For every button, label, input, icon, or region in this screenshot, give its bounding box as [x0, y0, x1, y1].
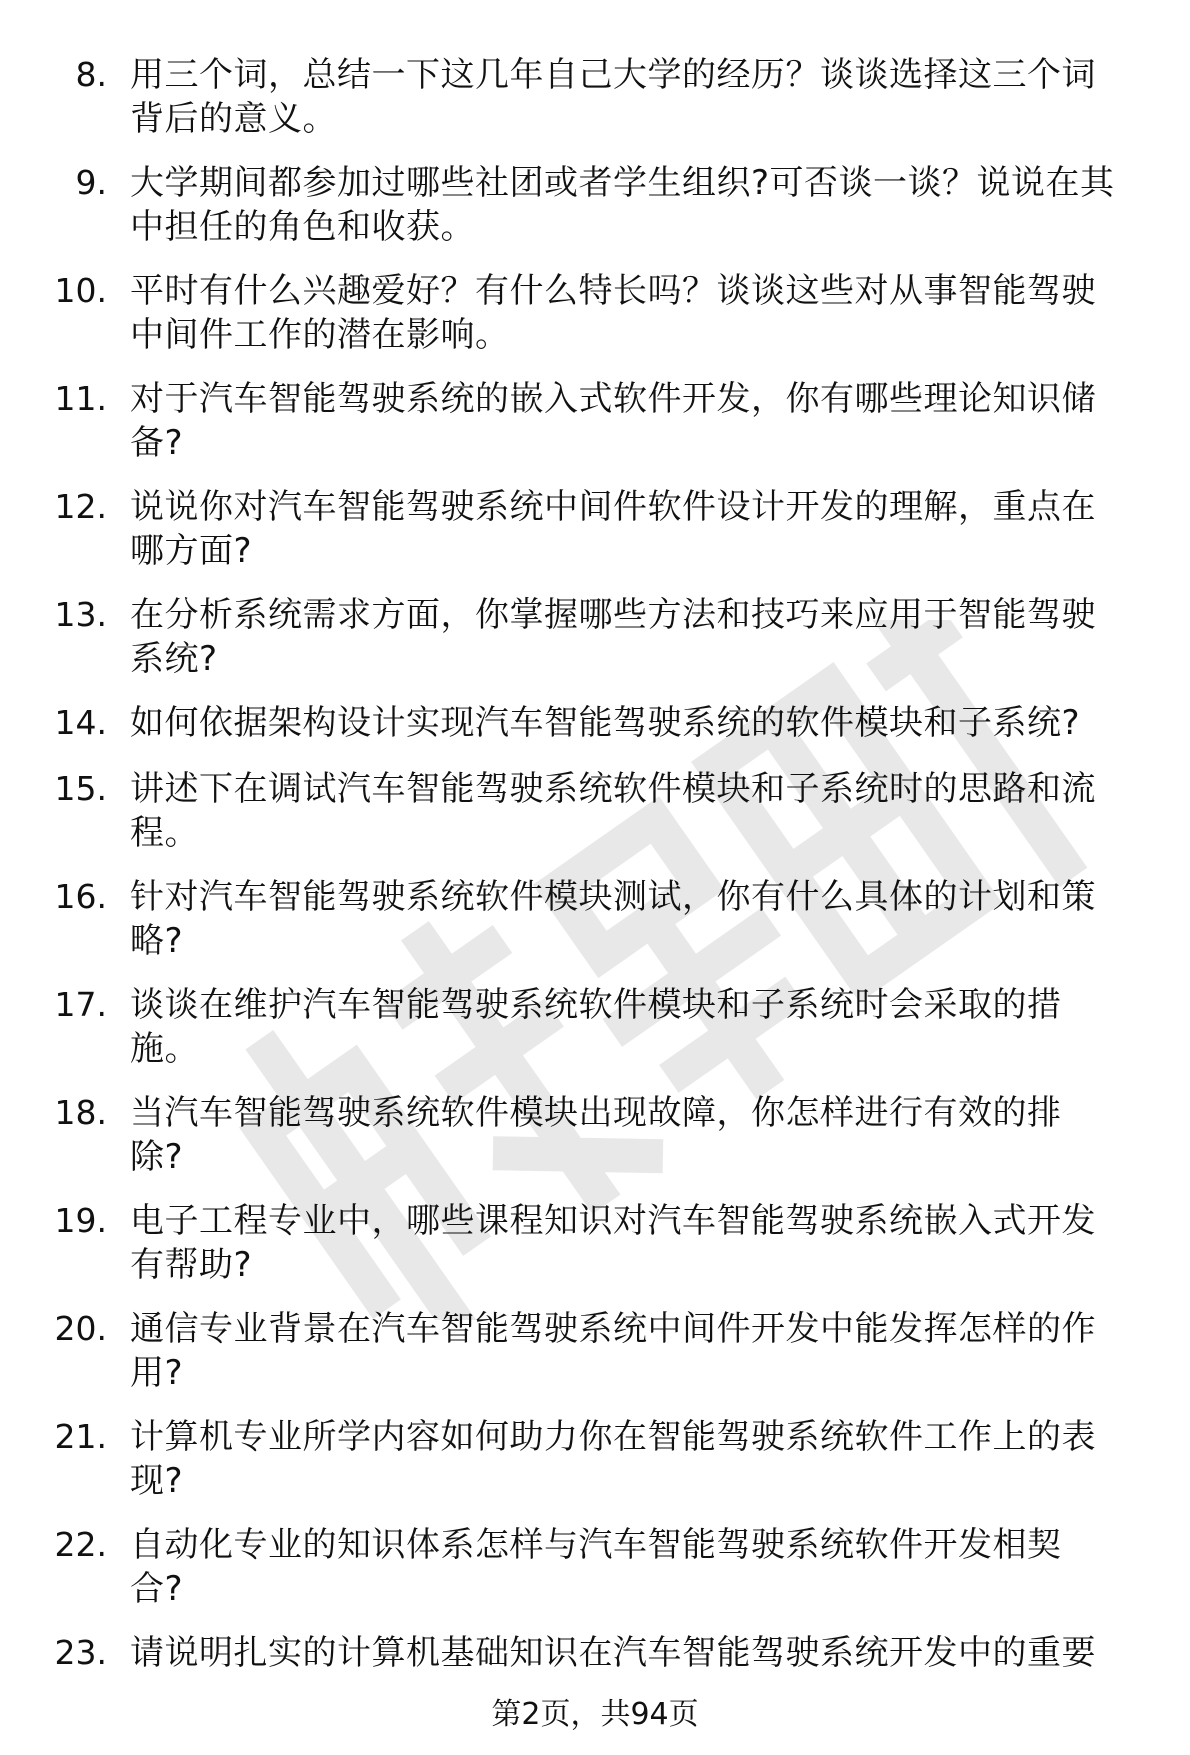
- question-number: 13.: [54, 595, 107, 634]
- question-item: [0, 53, 1190, 161]
- question-item: [0, 269, 1190, 377]
- question-item: [0, 875, 1190, 983]
- question-number: 17.: [54, 985, 107, 1024]
- question-item: [0, 1415, 1190, 1523]
- question-item: [0, 161, 1190, 269]
- question-number: 18.: [54, 1093, 107, 1132]
- question-number: 19.: [54, 1201, 107, 1240]
- question-text: 请说明扎实的计算机基础知识在汽车智能驾驶系统开发中的重要: [130, 1633, 1096, 1673]
- question-item: [0, 485, 1190, 593]
- question-text: 计算机专业所学内容如何助力你在智能驾驶系统软件工作上的表 现?: [130, 1417, 1096, 1501]
- question-item: [0, 1307, 1190, 1415]
- question-item: [0, 1199, 1190, 1307]
- question-number: 8.: [75, 55, 107, 94]
- question-text: 大学期间都参加过哪些社团或者学生组织?可否谈一谈？说说在其 中担任的角色和收获。: [130, 163, 1115, 247]
- question-text: 用三个词，总结一下这几年自己大学的经历？谈谈选择这三个词 背后的意义。: [130, 55, 1096, 139]
- question-number: 22.: [54, 1525, 107, 1564]
- question-text: 当汽车智能驾驶系统软件模块出现故障，你怎样进行有效的排 除?: [130, 1093, 1062, 1177]
- question-text: 对于汽车智能驾驶系统的嵌入式软件开发，你有哪些理论知识储 备?: [130, 379, 1096, 463]
- question-item: [0, 983, 1190, 1091]
- question-text: 通信专业背景在汽车智能驾驶系统中间件开发中能发挥怎样的作 用?: [130, 1309, 1096, 1393]
- question-item: [0, 1631, 1190, 1697]
- question-number: 14.: [54, 703, 107, 742]
- question-list: [0, 53, 1190, 1697]
- question-number: 20.: [54, 1309, 107, 1348]
- question-number: 16.: [54, 877, 107, 916]
- question-number: 11.: [54, 379, 107, 418]
- question-text: 如何依据架构设计实现汽车智能驾驶系统的软件模块和子系统?: [130, 703, 1081, 743]
- question-number: 23.: [54, 1633, 107, 1672]
- question-item: [0, 1091, 1190, 1199]
- question-text: 针对汽车智能驾驶系统软件模块测试，你有什么具体的计划和策 略?: [130, 877, 1096, 961]
- question-text: 在分析系统需求方面，你掌握哪些方法和技巧来应用于智能驾驶 系统?: [130, 595, 1096, 679]
- page-number: 第2页，共94页: [491, 1697, 699, 1732]
- question-text: 讲述下在调试汽车智能驾驶系统软件模块和子系统时的思路和流 程。: [130, 769, 1096, 853]
- question-number: 21.: [54, 1417, 107, 1456]
- question-item: [0, 1523, 1190, 1631]
- question-number: 15.: [54, 769, 107, 808]
- question-item: [0, 377, 1190, 485]
- question-item: [0, 701, 1190, 767]
- question-number: 9.: [75, 163, 107, 202]
- question-text: 电子工程专业中，哪些课程知识对汽车智能驾驶系统嵌入式开发 有帮助?: [130, 1201, 1096, 1285]
- question-item: [0, 593, 1190, 701]
- question-text: 谈谈在维护汽车智能驾驶系统软件模块和子系统时会采取的措 施。: [130, 985, 1062, 1069]
- question-text: 平时有什么兴趣爱好？有什么特长吗？谈谈这些对从事智能驾驶 中间件工作的潜在影响。: [130, 271, 1096, 355]
- question-number: 10.: [54, 271, 107, 310]
- question-text: 自动化专业的知识体系怎样与汽车智能驾驶系统软件开发相契 合?: [130, 1525, 1062, 1609]
- question-text: 说说你对汽车智能驾驶系统中间件软件设计开发的理解，重点在 哪方面?: [130, 487, 1096, 571]
- question-number: 12.: [54, 487, 107, 526]
- question-item: [0, 767, 1190, 875]
